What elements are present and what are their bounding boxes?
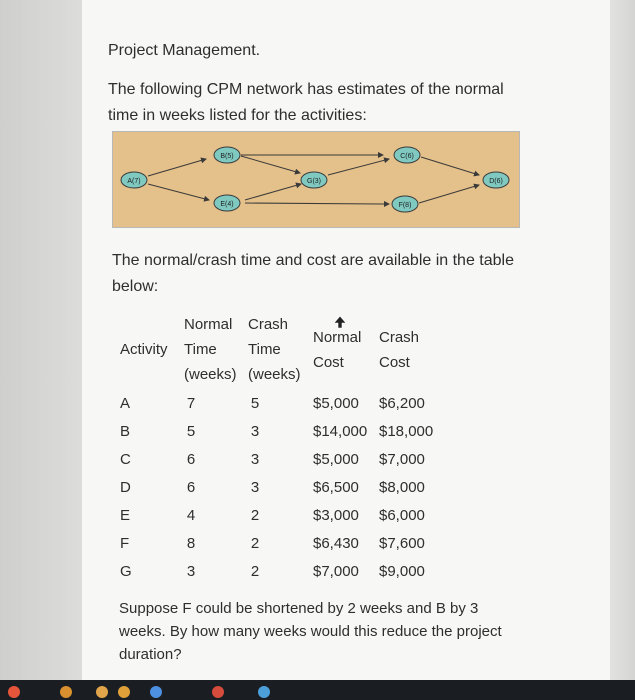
node-e-label: E(4) [220, 201, 234, 208]
node-d [483, 172, 509, 188]
intro-line-2: time in weeks listed for the activities: [108, 107, 367, 124]
photo-background-right [610, 0, 635, 680]
question-line-1: Suppose F could be shortened by 2 weeks and B by 3 [119, 600, 479, 617]
cell-activity: D [120, 479, 131, 496]
cell-normal-cost: $7,000 [313, 563, 359, 580]
cell-crash-cost: $8,000 [379, 479, 425, 496]
cell-normal-time: 6 [186, 479, 196, 496]
taskbar-app-icon[interactable] [8, 686, 20, 698]
cell-normal-time: 3 [186, 563, 196, 580]
header-normal-time-1: Normal [184, 316, 233, 333]
page-title: Project Management. [108, 42, 261, 59]
intro-line-1: The following CPM network has estimates of the normal [108, 81, 504, 98]
question-line-2: weeks. By how many weeks would this reduce the project [119, 623, 502, 640]
taskbar-app-icon[interactable] [60, 686, 72, 698]
node-f-label: F(8) [398, 202, 412, 209]
taskbar-app-icon[interactable] [118, 686, 130, 698]
cell-crash-cost: $9,000 [379, 563, 425, 580]
cell-crash-cost: $7,000 [379, 451, 425, 468]
cell-normal-time: 8 [186, 535, 196, 552]
header-normal-cost-1: Normal [313, 329, 362, 346]
table-intro-line-2: below: [112, 278, 159, 295]
cell-activity: E [120, 507, 131, 524]
header-normal-time-2: Time [184, 341, 217, 358]
cell-normal-time: 7 [186, 395, 196, 412]
cell-crash-time: 2 [250, 535, 260, 552]
cell-normal-time: 6 [186, 451, 196, 468]
node-e [214, 195, 240, 211]
taskbar-app-icon[interactable] [212, 686, 224, 698]
cell-crash-time: 3 [250, 423, 260, 440]
node-c-label: C(6) [400, 153, 414, 160]
node-b [214, 147, 240, 163]
cell-crash-time: 5 [250, 395, 260, 412]
cell-activity: A [120, 395, 131, 412]
cell-crash-cost: $6,000 [379, 507, 425, 524]
mouse-cursor-icon [333, 315, 347, 329]
cell-crash-time: 2 [250, 507, 260, 524]
cell-normal-cost: $6,430 [313, 535, 359, 552]
node-a [121, 172, 147, 188]
cell-crash-time: 3 [250, 451, 260, 468]
cell-activity: F [120, 535, 130, 552]
cell-normal-cost: $5,000 [313, 395, 359, 412]
cell-normal-cost: $6,500 [313, 479, 359, 496]
taskbar-app-icon[interactable] [150, 686, 162, 698]
node-b-label: B(5) [220, 153, 234, 160]
cell-activity: B [120, 423, 131, 440]
header-normal-cost-2: Cost [313, 354, 344, 371]
node-a-label: A(7) [127, 178, 141, 185]
header-crash-time-2: Time [248, 341, 281, 358]
cell-normal-cost: $5,000 [313, 451, 359, 468]
cell-normal-time: 4 [186, 507, 196, 524]
taskbar-app-icon[interactable] [258, 686, 270, 698]
header-crash-cost-1: Crash [379, 329, 420, 346]
node-f [392, 196, 418, 212]
node-g [301, 172, 327, 188]
cell-crash-cost: $18,000 [379, 423, 434, 440]
node-d-label: D(6) [489, 178, 503, 185]
cell-normal-time: 5 [186, 423, 196, 440]
cell-crash-cost: $6,200 [379, 395, 425, 412]
node-g-label: G(3) [307, 178, 321, 185]
question-line-3: duration? [119, 646, 182, 663]
node-c [394, 147, 420, 163]
cell-normal-cost: $14,000 [313, 423, 368, 440]
taskbar-app-icon[interactable] [96, 686, 108, 698]
table-intro-line-1: The normal/crash time and cost are available in the table [112, 252, 514, 269]
header-normal-time-3: (weeks) [184, 366, 237, 383]
question-text [119, 597, 519, 666]
cell-crash-time: 3 [250, 479, 260, 496]
cell-crash-time: 2 [250, 563, 260, 580]
photo-background-left [0, 0, 82, 680]
header-activity: Activity [120, 341, 168, 358]
cell-normal-cost: $3,000 [313, 507, 359, 524]
cell-activity: C [120, 451, 131, 468]
cell-activity: G [120, 563, 132, 580]
header-crash-time-3: (weeks) [248, 366, 301, 383]
header-crash-cost-2: Cost [379, 354, 410, 371]
header-crash-time-1: Crash [248, 316, 289, 333]
cell-crash-cost: $7,600 [379, 535, 425, 552]
cpm-network-diagram [112, 131, 520, 228]
